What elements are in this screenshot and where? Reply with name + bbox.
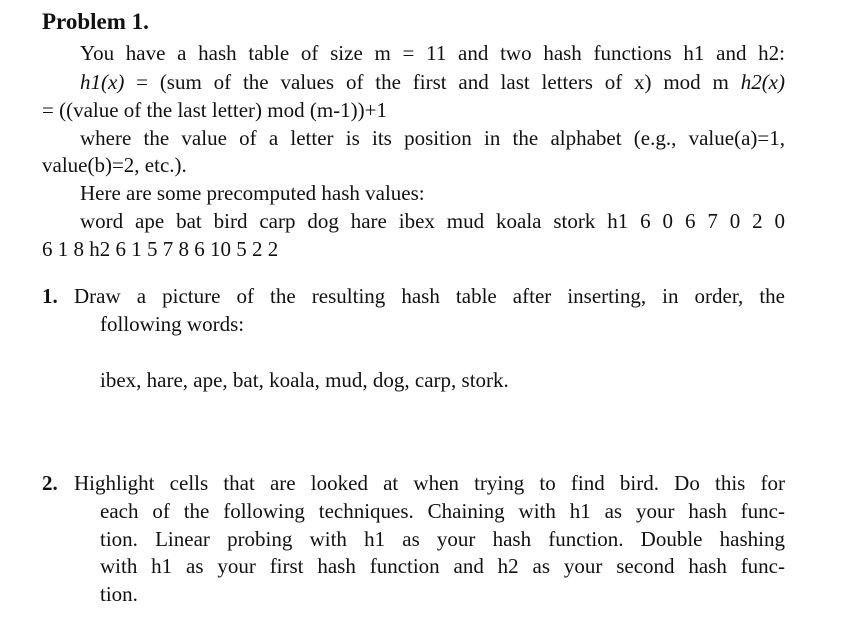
intro-line: value(b)=2, etc.). bbox=[42, 153, 187, 177]
intro-line: Here are some precomputed hash values: bbox=[80, 181, 425, 205]
question-text: tion. Linear probing with h1 as your hash function. Double hashing bbox=[100, 527, 785, 551]
h1-math: h1(x) bbox=[80, 70, 125, 94]
hash-values-line: word ape bat bird carp dog hare ibex mud koala stork h1 6 0 6 7 0 2 0 bbox=[80, 209, 785, 233]
question-text: following words: bbox=[100, 312, 245, 336]
word-list: ibex, hare, ape, bat, koala, mud, dog, carp, stork. bbox=[100, 368, 509, 392]
question-text: Highlight cells that are looked at when trying to find bird. Do this for bbox=[74, 471, 785, 495]
intro-line: where the value of a letter is its position in the alphabet (e.g., value(a)=1, bbox=[80, 126, 785, 150]
question-text: with h1 as your first hash function and h2 as your second hash func- bbox=[100, 554, 785, 578]
intro-hash-definition bbox=[80, 70, 785, 94]
question-number: 2. bbox=[42, 471, 58, 495]
intro-line: You have a hash table of size m = 11 and two hash functions h1 and h2: bbox=[80, 41, 785, 65]
question-text: Draw a picture of the resulting hash table after inserting, in order, the bbox=[74, 284, 785, 308]
intro-line: = ((value of the last letter) mod (m-1))+1 bbox=[42, 98, 387, 122]
h2-math: h2(x) bbox=[740, 70, 785, 94]
hash-values-line: 6 1 8 h2 6 1 5 7 8 6 10 5 2 2 bbox=[42, 237, 279, 261]
problem-title: Problem 1. bbox=[42, 9, 149, 34]
question-text: each of the following techniques. Chaining with h1 as your hash func- bbox=[100, 499, 785, 523]
question-text: tion. bbox=[100, 582, 138, 606]
question-number: 1. bbox=[42, 284, 58, 308]
h1-definition: = (sum of the values of the first and last letters of x) mod m bbox=[124, 70, 741, 94]
